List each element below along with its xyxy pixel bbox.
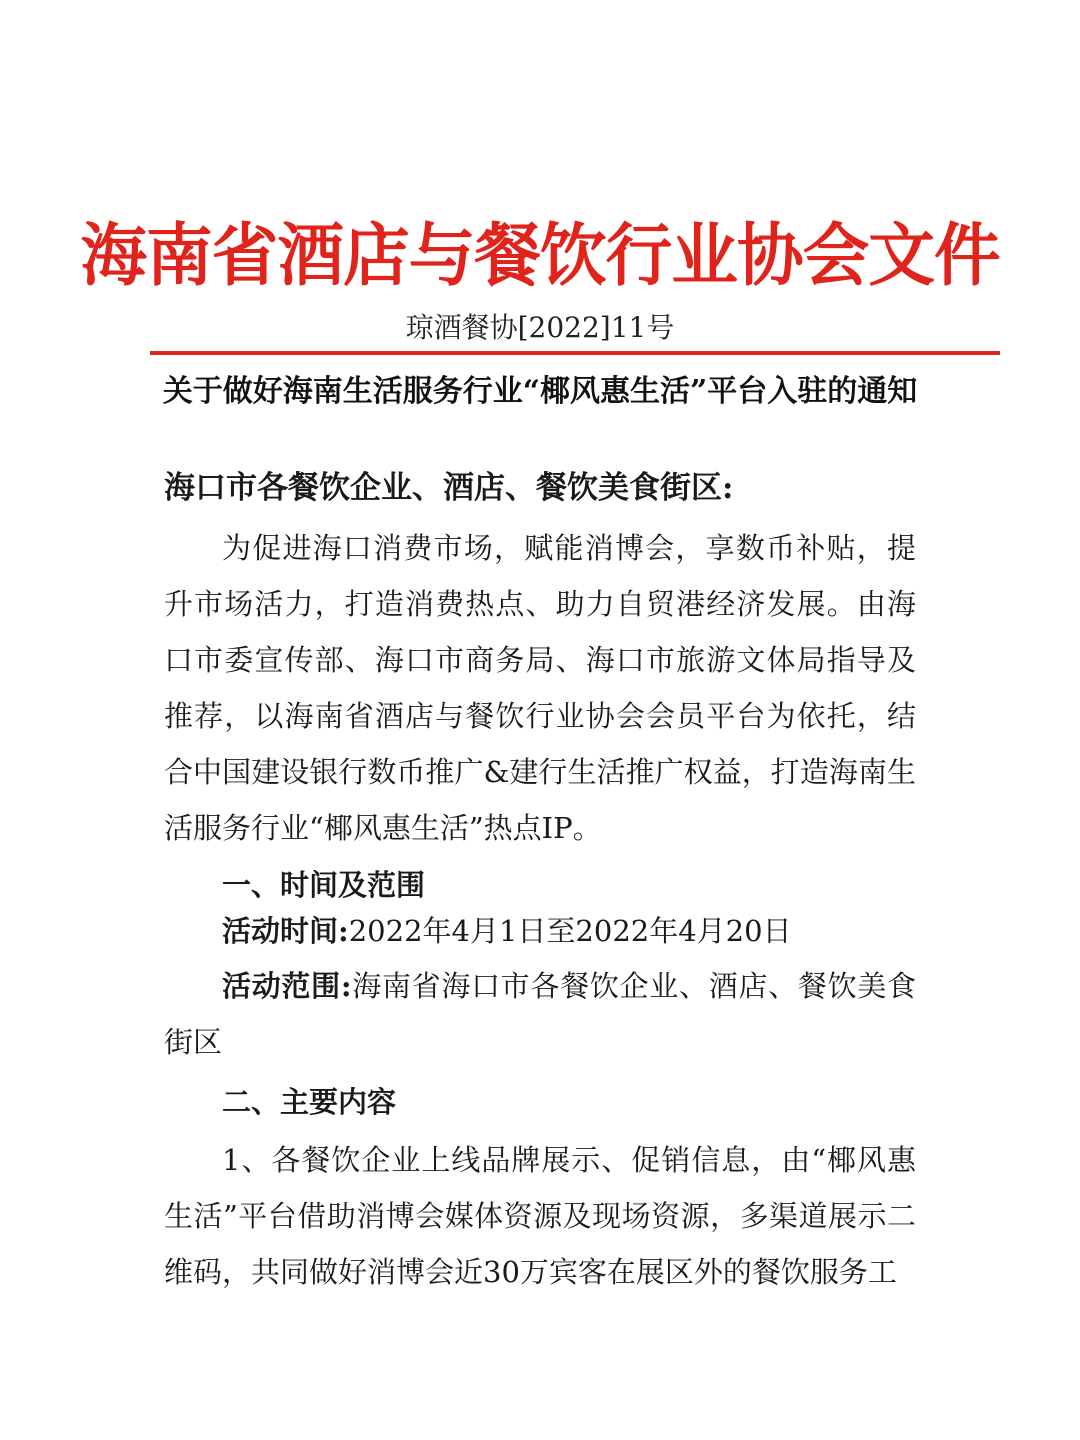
activity-time-label: 活动时间: xyxy=(222,914,349,948)
red-divider-line xyxy=(150,351,1000,355)
activity-scope-line xyxy=(164,958,916,1070)
activity-scope-value: 海南省海口市各餐饮企业、酒店、餐饮美食街区 xyxy=(164,969,916,1059)
section-heading-main-content: 二、主要内容 xyxy=(222,1085,397,1119)
org-title: 海南省酒店与餐饮行业协会文件 xyxy=(80,217,1000,296)
section-heading-time-scope: 一、时间及范围 xyxy=(222,868,426,902)
notice-title: 关于做好海南生活服务行业“椰风惠生活”平台入驻的通知 xyxy=(162,374,918,409)
intro-paragraph: 为促进海口消费市场，赋能消博会，享数币补贴，提升市场活力，打造消费热点、助力自贸港经济发展。由海口市委宣传部、海口市商务局、海口市旅游文体局指导及推荐，以海南省酒店与餐饮行业协会会员平台为依托，结合中国建设银行数币推广&建行生活推广权益，打造海南生活服务行业“椰风惠生活”热点IP。 xyxy=(164,531,916,845)
document-number: 琼酒餐协[2022]11号 xyxy=(405,311,675,344)
salutation: 海口市各餐饮企业、酒店、餐饮美食街区: xyxy=(164,470,734,506)
activity-scope-label: 活动范围: xyxy=(222,969,352,1003)
activity-time-line xyxy=(164,903,916,959)
activity-time-value: 2022年4月1日至2022年4月20日 xyxy=(348,914,792,948)
content-item-1: 1、各餐饮企业上线品牌展示、促销信息，由“椰风惠生活”平台借助消博会媒体资源及现场资源，多渠道展示二维码，共同做好消博会近30万宾客在展区外的餐饮服务工 xyxy=(164,1143,916,1289)
